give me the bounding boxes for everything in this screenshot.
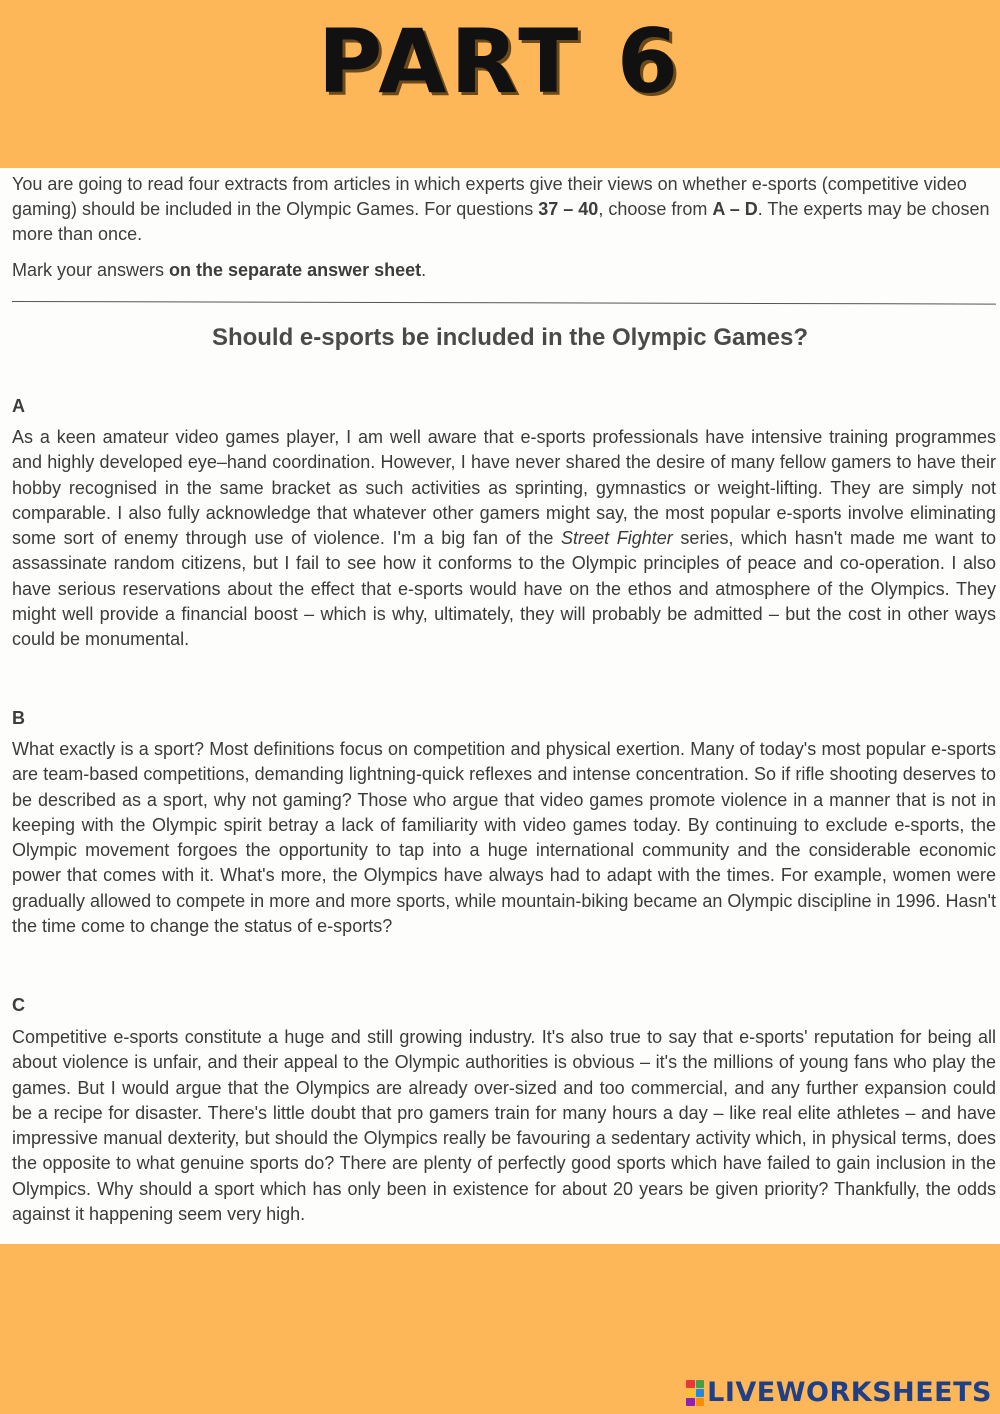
game-title: Street Fighter: [561, 528, 673, 549]
section-letter-c: C: [12, 995, 25, 1015]
worksheet-page: [0, 168, 1000, 1244]
part-title: PART 6: [317, 10, 683, 113]
logo-square: [686, 1389, 695, 1397]
logo-square: [696, 1380, 705, 1388]
section-a-text: As a keen amateur video games player, I am well aware that e-sports professionals have intensive training programmes and highly developed eye–hand coordination. However, I have never shared the desire of many fellow gamers to have their hobby recognised in the same bracket as such activities as sprinting, gymnastics or weight-lifting. They are simply not comparable. I also fully acknowledge that whatever other gamers might say, the most popular e-sports involve eliminating some sort of enemy through use of violence. I'm a big fan of the Street Fighter series, which hasn't made me want to assassinate random citizens, but I fail to see how it conforms to the Olympic principles of peace and co-operation. I also have serious reservations about the effect that e-sports would have on the ethos and atmosphere of the Olympics. They might well provide a financial boost – which is why, ultimately, they will probably be admitted – but the cost in other ways could be monumental.: [12, 427, 997, 650]
logo-icon: [686, 1380, 704, 1406]
divider-line: [12, 301, 996, 305]
page-header: [0, 0, 1000, 168]
logo-square: [696, 1398, 705, 1406]
question-range: 37 – 40: [538, 199, 599, 219]
section-c-text: Competitive e-sports constitute a huge and still growing industry. It's also true to say that e-sports' reputation for being all about violence is unfair, and their appeal to the Olympic authorities is obvious – it's the millions of young fans who play the games. But I would argue that the Olympics are already over-sized and too commercial, and any further expansion could be a recipe for disaster. There's little doubt that pro gamers train for many hours a day – like real elite athletes – and have impressive manual dexterity, but should the Olympics really be favouring a sedentary activity which, in physical terms, does the opposite to what genuine sports do? There are plenty of perfectly good sports which have failed to gain inclusion in the Olympics. Why should a sport which has only been in existence for about 20 years be given priority? Thankfully, the odds against it happening seem very high.: [12, 1027, 996, 1225]
option-range: A – D: [712, 199, 758, 219]
page-footer: [0, 1244, 1000, 1414]
article-title: Should e-sports be included in the Olympic Games?: [211, 324, 809, 351]
section-letter-a: A: [12, 396, 25, 416]
instructions: [12, 172, 992, 283]
logo-square: [686, 1380, 695, 1388]
instructions-text: You are going to read four extracts from articles in which experts give their views on whether e-sports (competitive video gaming) should be included in the Olympic Games. For questions 37 – 40, choose from A – D. The experts may be chosen more than once.: [12, 174, 990, 244]
logo-square: [696, 1389, 705, 1397]
section-letter-b: B: [12, 708, 25, 728]
section-b-text: What exactly is a sport? Most definitions focus on competition and physical exertion. Many of today's most popular e-sports are team-based competitions, demanding lightning-quick reflexes and intense concentration. So if rifle shooting deserves to be described as a sport, why not gaming? Those who argue that video games promote violence in a manner that is not in keeping with the Olympic spirit betray a lack of familiarity with video games today. By continuing to exclude e-sports, the Olympic movement forgoes the opportunity to tap into a huge international community and the considerable economic power that comes with it. What's more, the Olympics have always had to adapt with the times. For example, women were gradually allowed to compete in more and more sports, while mountain-biking became an Olympic discipline in 1996. Hasn't the time come to change the status of e-sports?: [12, 739, 996, 937]
logo-square: [686, 1398, 695, 1406]
answer-sheet-note: Mark your answers on the separate answer sheet.: [12, 260, 427, 280]
liveworksheets-logo[interactable]: [686, 1377, 992, 1408]
logo-text: LIVEWORKSHEETS: [707, 1377, 992, 1408]
